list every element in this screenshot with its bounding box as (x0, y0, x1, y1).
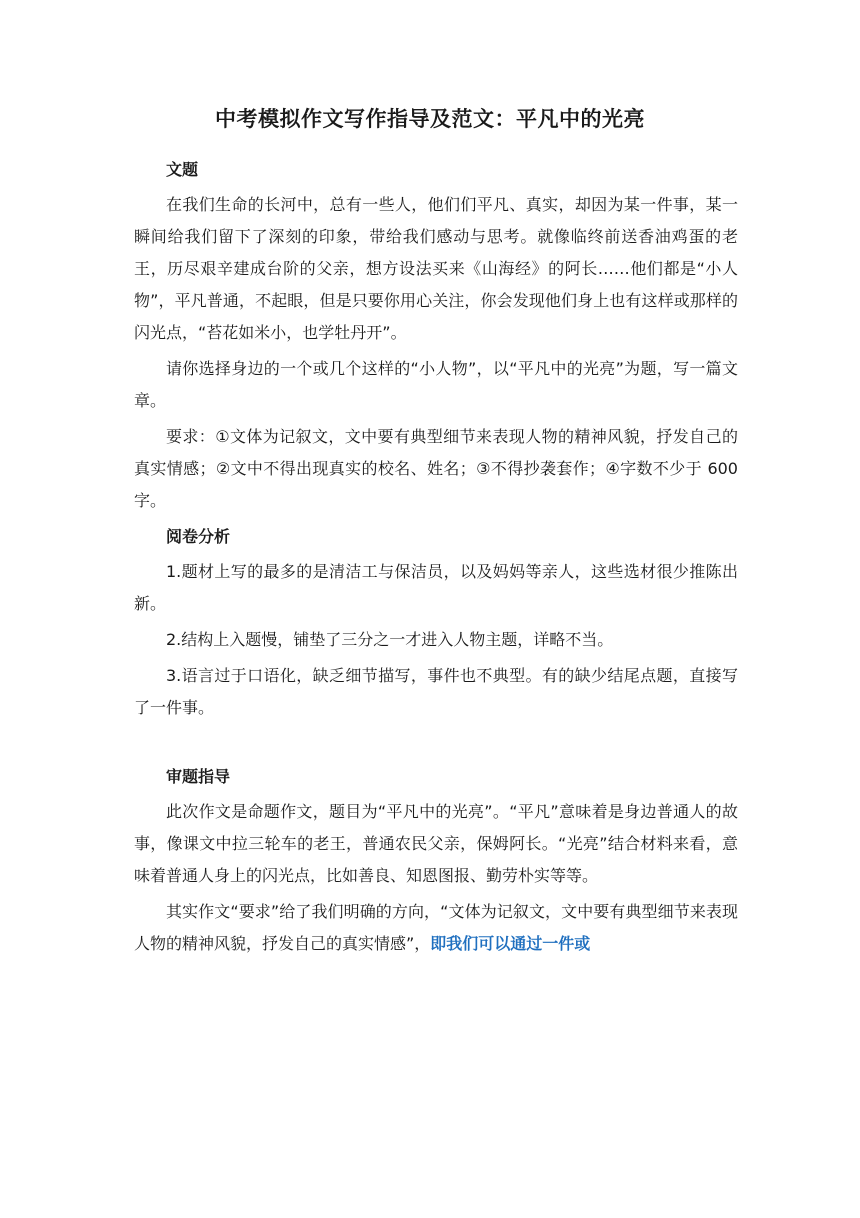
section-heading-topic: 文题 (166, 160, 199, 179)
analysis-paragraph-1: 1.题材上写的最多的是清洁工与保洁员，以及妈妈等亲人，这些选材很少推陈出新。 (134, 562, 738, 613)
guidance-paragraph-2 (134, 896, 738, 960)
section-spacer (134, 728, 738, 761)
analysis-paragraph-3: 3.语言过于口语化，缺乏细节描写，事件也不典型。有的缺少结尾点题，直接写了一件事。 (134, 666, 738, 717)
section-heading-guidance: 审题指导 (166, 767, 231, 786)
topic-paragraph-3: 要求：①文体为记叙文，文中要有典型细节来表现人物的精神风貌，抒发自己的真实情感；②文中不得出现真实的校名、姓名；③不得抄袭套作；④字数不少于 600 字。 (134, 427, 738, 510)
document-title: 中考模拟作文写作指导及范文：平凡中的光亮 (215, 107, 645, 131)
analysis-paragraph-2: 2.结构上入题慢，铺垫了三分之一才进入人物主题，详略不当。 (166, 630, 614, 649)
document-body (134, 154, 738, 964)
section-heading-analysis: 阅卷分析 (166, 527, 231, 546)
topic-paragraph-2: 请你选择身边的一个或几个这样的“小人物”，以“平凡中的光亮”为题，写一篇文章。 (134, 359, 738, 410)
topic-paragraph-1: 在我们生命的长河中，总有一些人，他们们平凡、真实，却因为某一件事，某一瞬间给我们留下了深刻的印象，带给我们感动与思考。就像临终前送香油鸡蛋的老王，历尽艰辛建成台阶的父亲，想方设法买来《山海经》的阿长……他们都是“小人物”，平凡普通，不起眼，但是只要你用心关注，你会发现他们身上也有这样或那样的闪光点，“苔花如米小，也学牡丹开”。 (134, 195, 738, 342)
guidance-paragraph-2-text: 其实作文“要求”给了我们明确的方向，“文体为记叙文，文中要有典型细节来表现人物的精神风貌，抒发自己的真实情感”， (134, 902, 738, 953)
guidance-paragraph-1: 此次作文是命题作文，题目为“平凡中的光亮”。“平凡”意味着是身边普通人的故事，像课文中拉三轮车的老王，普通农民父亲，保姆阿长。“光亮”结合材料来看，意味着普通人身上的闪光点，比如善良、知恩图报、勤劳朴实等等。 (134, 802, 738, 885)
guidance-highlight-text: 即我们可以通过一件或 (430, 934, 591, 953)
